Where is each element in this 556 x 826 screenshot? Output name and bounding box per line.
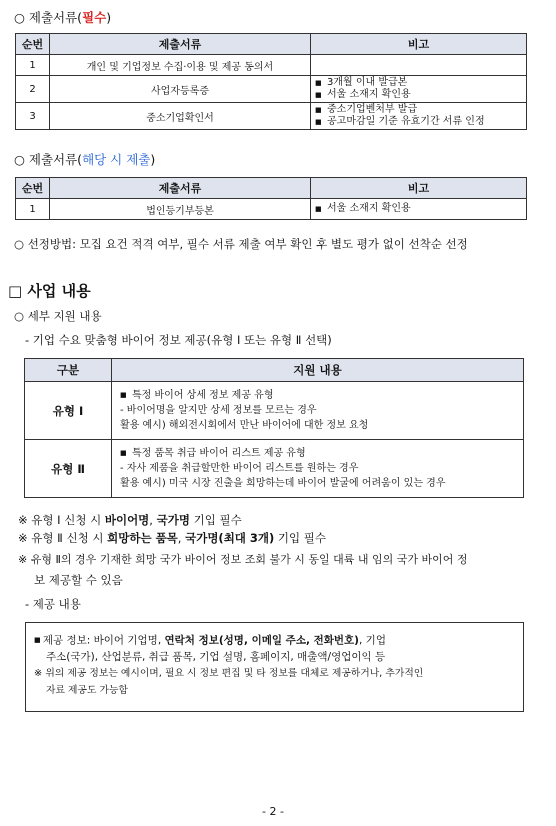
square-bullet-icon: ■ — [34, 636, 43, 644]
provided-info-box — [25, 622, 524, 712]
type-sub: - 자사 제품을 취급할만한 바이어 리스트를 원하는 경우 — [120, 463, 359, 474]
row-no: 2 — [16, 76, 50, 103]
box-text: 제공 정보: 바이어 기업명, — [42, 634, 165, 647]
col-doc: 제출서류 — [50, 178, 311, 199]
square-bullet-icon: ■ — [120, 449, 127, 457]
type-name: 유형 Ⅱ — [25, 440, 112, 498]
table-row — [16, 55, 527, 76]
note-text: ※ 유형 Ⅱ 신청 시 — [18, 531, 108, 545]
box-text: , 기업 — [359, 634, 386, 647]
row-notes — [311, 76, 527, 103]
note-type2 — [18, 530, 326, 546]
type-example: 활용 예시) 해외전시회에서 만난 바이어에 대한 정보 요청 — [120, 420, 369, 431]
note-item: ■ 서울 소재지 확인용 — [315, 203, 522, 215]
type-content — [112, 440, 524, 498]
row-doc: 법인등기부등본 — [50, 199, 311, 220]
col-notes: 비고 — [311, 178, 527, 199]
required-docs-heading — [14, 8, 111, 26]
box-line: 자료 제공도 가능함 — [46, 685, 128, 696]
note-bold: 국가명 — [156, 513, 190, 527]
heading-emphasis: 필수 — [82, 10, 107, 25]
note-type1 — [18, 512, 242, 528]
heading-prefix: ○ 제출서류( — [14, 152, 83, 167]
col-support: 지원 내용 — [112, 359, 524, 382]
box-bold: 연락처 정보(성명, 이메일 주소, 전화번호) — [164, 634, 359, 647]
col-notes: 비고 — [311, 34, 527, 55]
note-text: 기입 필수 — [274, 531, 327, 545]
type-bullet — [120, 446, 519, 461]
row-no: 1 — [16, 55, 50, 76]
note-item: ■ 공고마감일 기준 유효기간 서류 인정 — [315, 116, 522, 128]
table-row — [16, 76, 527, 103]
type-bullet — [120, 388, 519, 403]
col-type: 구분 — [25, 359, 112, 382]
heading-emphasis: 해당 시 제출 — [82, 152, 151, 167]
support-type-table — [24, 358, 524, 498]
detail-heading: ○ 세부 지원 내용 — [14, 309, 102, 323]
note-bold: 바이어명 — [104, 513, 150, 527]
detail-sub-item: - 기업 수요 맞춤형 바이어 정보 제공(유형 Ⅰ 또는 유형 Ⅱ 선택) — [25, 333, 332, 347]
optional-docs-heading — [14, 150, 155, 168]
note-item: ■ 중소기업벤처부 발급 — [315, 104, 522, 116]
table-row — [25, 382, 524, 440]
note-text: 기입 필수 — [189, 513, 242, 527]
type-bullet-text: 특정 품목 취급 바이어 리스트 제공 유형 — [132, 448, 306, 459]
row-no: 3 — [16, 103, 50, 130]
selection-method: ○ 선정방법: 모집 요건 적격 여부, 필수 서류 제출 여부 확인 후 별도 평가 없이 선착순 선정 — [14, 237, 468, 251]
col-no: 순번 — [16, 178, 50, 199]
note-item: ■ 서울 소재지 확인용 — [315, 89, 522, 101]
optional-docs-table — [15, 177, 527, 220]
square-bullet-icon: ■ — [120, 391, 127, 399]
col-doc: 제출서류 — [50, 34, 311, 55]
box-line: ※ 위의 제공 정보는 예시이며, 필요 시 정보 편집 및 타 정보를 대체로 제공하거나, 추가적인 — [34, 668, 424, 679]
page-number: - 2 - — [262, 805, 284, 818]
note-type2-fallback-cont: 보 제공할 수 있음 — [34, 573, 123, 587]
note-bold: 국가명(최대 3개) — [185, 531, 275, 545]
provide-heading: - 제공 내용 — [25, 597, 81, 611]
heading-suffix: ) — [106, 10, 112, 25]
note-type2-fallback: ※ 유형 Ⅱ의 경우 기재한 희망 국가 바이어 정보 조회 불가 시 동일 대륙 내 임의 국가 바이어 정 — [18, 553, 468, 566]
note-text: , — [149, 513, 157, 527]
table-row — [25, 440, 524, 498]
heading-prefix: ○ 제출서류( — [14, 10, 83, 25]
col-no: 순번 — [16, 34, 50, 55]
row-notes — [311, 103, 527, 130]
table-row — [16, 199, 527, 220]
row-no: 1 — [16, 199, 50, 220]
table-header-row — [25, 359, 524, 382]
required-docs-table — [15, 33, 527, 130]
row-doc: 사업자등록증 — [50, 76, 311, 103]
table-header-row — [16, 34, 527, 55]
box-line: 주소(국가), 산업분류, 취급 품목, 기업 설명, 홈페이지, 매출액/영업이익 등 — [46, 651, 386, 663]
type-sub: - 바이어명을 알지만 상세 정보를 모르는 경우 — [120, 405, 317, 416]
note-item: ■ 3개월 이내 발급본 — [315, 77, 522, 89]
box-line — [34, 633, 386, 649]
type-name: 유형 Ⅰ — [25, 382, 112, 440]
table-row — [16, 103, 527, 130]
row-notes — [311, 55, 527, 76]
type-bullet-text: 특정 바이어 상세 정보 제공 유형 — [132, 390, 274, 401]
row-doc: 중소기업확인서 — [50, 103, 311, 130]
note-text: , — [177, 531, 186, 545]
section-title: □ 사업 내용 — [8, 282, 91, 300]
type-example: 활용 예시) 미국 시장 진출을 희망하는데 바이어 발굴에 어려움이 있는 경우 — [120, 478, 446, 489]
table-header-row — [16, 178, 527, 199]
note-text: ※ 유형 Ⅰ 신청 시 — [18, 513, 105, 527]
row-doc: 개인 및 기업정보 수집·이용 및 제공 동의서 — [50, 55, 311, 76]
heading-suffix: ) — [150, 152, 156, 167]
type-content — [112, 382, 524, 440]
note-bold: 희망하는 품목 — [107, 531, 178, 545]
row-notes — [311, 199, 527, 220]
